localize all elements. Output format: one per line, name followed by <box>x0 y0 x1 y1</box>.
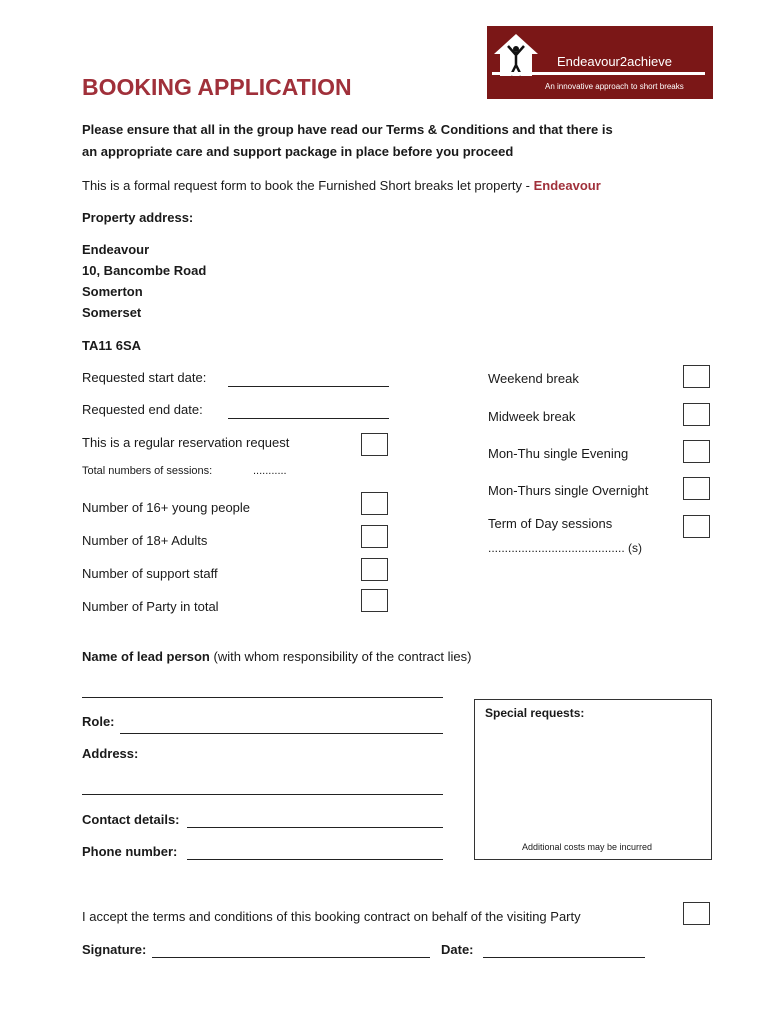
lead-name-field[interactable] <box>82 697 443 698</box>
page-title: BOOKING APPLICATION <box>82 74 352 100</box>
count-label-support-staff: Number of support staff <box>82 566 218 581</box>
count-box-support-staff[interactable] <box>361 558 388 581</box>
property-address-label: Property address: <box>82 210 194 225</box>
formal-request-prefix: This is a formal request form to book the Furnished Short breaks let property - <box>82 178 530 193</box>
phone-number-label: Phone number: <box>82 844 178 859</box>
address-line-4: Somerset <box>82 305 142 320</box>
role-label: Role: <box>82 714 115 729</box>
count-label-adults: Number of 18+ Adults <box>82 533 208 548</box>
break-weekend-label: Weekend break <box>488 371 579 386</box>
end-date-label: Requested end date: <box>82 402 203 417</box>
additional-costs-note: Additional costs may be incurred <box>522 842 653 852</box>
regular-reservation-label: This is a regular reservation request <box>82 435 290 450</box>
logo-divider <box>492 72 705 75</box>
end-date-field[interactable] <box>228 418 389 419</box>
count-box-party-total[interactable] <box>361 589 388 612</box>
regular-reservation-checkbox[interactable] <box>361 433 388 456</box>
contact-details-label: Contact details: <box>82 812 180 827</box>
intro-line-1: Please ensure that all in the group have read our Terms & Conditions and that there is <box>82 122 613 137</box>
start-date-label: Requested start date: <box>82 370 207 385</box>
logo-tagline: An innovative approach to short breaks <box>545 82 684 91</box>
count-label-party-total: Number of Party in total <box>82 599 219 614</box>
logo-name: Endeavour2achieve <box>557 54 672 69</box>
address-line-3: Somerton <box>82 284 143 299</box>
signature-field[interactable] <box>152 957 430 958</box>
contact-details-field[interactable] <box>187 827 443 828</box>
count-box-young-people[interactable] <box>361 492 388 515</box>
lead-person-heading <box>82 649 471 665</box>
role-field[interactable] <box>120 733 443 734</box>
address-label: Address: <box>82 746 139 761</box>
term-sessions-count-field[interactable]: ......................................... (s) <box>488 541 643 555</box>
signature-label: Signature: <box>82 942 147 957</box>
break-weekend-checkbox[interactable] <box>683 365 710 388</box>
count-box-adults[interactable] <box>361 525 388 548</box>
lead-person-label: Name of lead person <box>82 649 210 664</box>
lead-person-note: (with whom responsibility of the contract lies) <box>213 649 472 664</box>
phone-number-field[interactable] <box>187 859 443 860</box>
sessions-value[interactable]: ........... <box>253 465 287 477</box>
break-midweek-label: Midweek break <box>488 409 576 424</box>
break-overnight-checkbox[interactable] <box>683 477 710 500</box>
sessions-label: Total numbers of sessions: <box>82 465 213 477</box>
postcode: TA11 6SA <box>82 338 142 353</box>
break-evening-checkbox[interactable] <box>683 440 710 463</box>
address-field[interactable] <box>82 794 443 795</box>
break-midweek-checkbox[interactable] <box>683 403 710 426</box>
date-field[interactable] <box>483 957 645 958</box>
formal-request-text <box>82 178 601 194</box>
company-logo <box>487 26 713 99</box>
break-term-day-label: Term of Day sessions <box>488 516 613 531</box>
intro-line-2: an appropriate care and support package in place before you proceed <box>82 144 514 159</box>
break-term-day-checkbox[interactable] <box>683 515 710 538</box>
accept-terms-text: I accept the terms and conditions of this booking contract on behalf of the visiting Party <box>82 909 581 924</box>
accept-terms-checkbox[interactable] <box>683 902 710 925</box>
property-name-highlight: Endeavour <box>533 178 601 193</box>
address-line-1: Endeavour <box>82 242 150 257</box>
special-requests-label: Special requests: <box>485 706 585 720</box>
special-requests-box[interactable] <box>474 699 712 860</box>
date-label: Date: <box>441 942 474 957</box>
start-date-field[interactable] <box>228 386 389 387</box>
address-line-2: 10, Bancombe Road <box>82 263 207 278</box>
count-label-young-people: Number of 16+ young people <box>82 500 251 515</box>
break-overnight-label: Mon-Thurs single Overnight <box>488 483 649 498</box>
break-evening-label: Mon-Thu single Evening <box>488 446 629 461</box>
